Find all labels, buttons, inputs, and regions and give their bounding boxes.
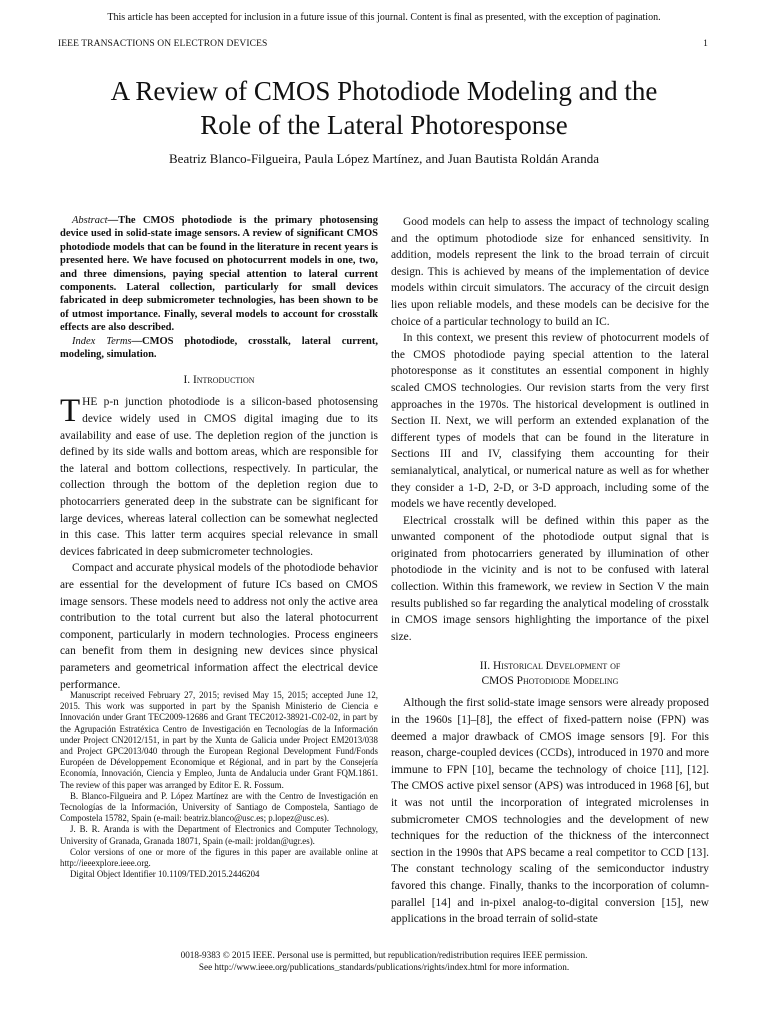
page-number: 1 <box>703 39 708 49</box>
title-line-1: A Review of CMOS Photodiode Modeling and the <box>110 76 658 106</box>
intro-paragraph-1 <box>60 394 378 560</box>
footnote-doi: Digital Object Identifier 10.1109/TED.2015.2446204 <box>70 869 260 880</box>
right-paragraph-1: Good models can help to assess the impact of technology scaling and the optimum photodiode size for enhanced sensitivity. In addition, models represent the link to the broad terrain of circuit design. This is achieved by means of the implementation of device models within circuit simulators. The accuracy of the circuit design lies upon reliable models, and these models can be decisive for the choice of a particular technology to build an IC. <box>391 216 709 328</box>
footnote-manuscript: Manuscript received February 27, 2015; revised May 15, 2015; accepted June 12, 2015. This work was supported in part by the Spanish Ministerio de Ciencia e Innovación under Grant TEC2009-12686 and Grant TEC2012-38921-C02-02, in part by the Agrupación Estratéxica Centro de Investigación en Tecnologías de la Información under Project CN2012/151, in part by the Xunta de Galicia under Project EM2013/038 and Project GPC2013/040 through the European Regional Development Fund/Fonds Européen de Développement Economique et Régional, and in part by the Consejería Economía, Innovación, Ciencia y Empleo, Junta de Andalucia under Grant FQM.1861. The review of this paper was arranged by Editor E. R. Fossum. <box>60 690 378 790</box>
paper-title <box>40 74 728 142</box>
rights-link-line: See http://www.ieee.org/publications_standards/publications/rights/index.html for more information. <box>198 962 570 972</box>
right-column <box>391 214 709 928</box>
author-list: Beatriz Blanco-Filgueira, Paula López Martínez, and Juan Bautista Roldán Aranda <box>169 151 599 166</box>
copyright-footer <box>0 949 768 973</box>
abstract: Abstract—The CMOS photodiode is the primary photosensing device used in solid-state image sensors. A review of significant CMOS photodiode models that can be found in the literature in recent years is presented here. We have focused on photocurrent models in one, two, and three dimensions, paying special attention to lateral current components. Lateral collection, particularly for small devices fabricated in deep submicrometer technologies, has been shown to be of utmost importance. Finally, several models to account for crosstalk effects are also described. <box>60 215 378 334</box>
right-paragraph-4: Although the first solid-state image sensors were already proposed in the 1960s [1]–[8], the effect of fixed-pattern noise (FPN) was deemed a major drawback of CMOS image sensors [9]. For this reason, charge-coupled devices (CCDs), introduced in 1970 and more immune to FPN [10], became the technology of choice [11], [12]. The CMOS active pixel sensor (APS) was introduced in 1968 [6], but it was not until the incorporation of integrated microlenses in submicrometer CMOS technologies and the development of new techniques for the reduction of the thickness of the interconnect section in the 1990s that APS became a real competitor to CCD [13]. The constant technology scaling of the semiconductor industry favored this change. Finally, thanks to the incorporation of column-parallel [14] and in-pixel analog-to-digital conversion [15], new applications in the broad terrain of solid-state <box>391 697 709 926</box>
abstract-text: The CMOS photodiode is the primary photosensing device used in solid-state image sensors. A review of significant CMOS photodiode models that can be found in the literature in recent years is presented here. We have focused on photocurrent models in one, two, and three dimensions, paying special attention to lateral current components. Lateral collection, particularly for small devices fabricated in deep submicrometer technologies, has been shown to be of utmost importance. Finally, several models to account for crosstalk effects are also described. <box>60 215 378 334</box>
left-column <box>60 214 378 693</box>
right-paragraph-2: In this context, we present this review of photocurrent models of the CMOS photodiode paying special attention to the lateral photoresponse as it constitutes an essential component in highly scaled CMOS technologies. Our revision starts from the very first approaches in the 1970s. The historical development is outlined in Section II. Next, we will perform an extended explanation of the different types of models that can be found in the literature in Sections III and IV, classifying them accounting for their semianalytical, analytical, or numerical nature as well as for whether they consider a 1-D, 2-D, or 3-D approach, including some of the models we have recently developed. <box>391 332 709 511</box>
index-terms-label: Index Terms <box>72 335 132 347</box>
journal-name: IEEE TRANSACTIONS ON ELECTRON DEVICES <box>58 39 268 49</box>
footnote-affiliation-1: B. Blanco-Filgueira and P. López Martínez are with the Centro de Investigación en Tecnologías de la Información, University of Santiago de Compostela, Santiago de Compostela 15782, Spain (e-mail: beatriz.blanco@usc.es; p.lopez@usc.es). <box>60 790 378 824</box>
index-terms: Index Terms—CMOS photodiode, crosstalk, lateral current, modeling, simulation. <box>60 335 378 361</box>
footnote-color-versions: Color versions of one or more of the figures in this paper are available online at http://ieeexplore.ieee.org. <box>60 846 378 869</box>
section-heading-introduction: I. Introduction <box>183 374 255 387</box>
right-paragraph-3: Electrical crosstalk will be defined within this paper as the unwanted component of the photodiode output signal that is originated from photocarriers generated by illumination of other photodiode in the vicinity and is not to be confused with lateral collection. Within this framework, we review in Section V the main results published so far regarding the analytical modeling of crosstalk in CMOS image sensors highlighting the importance of the pixel size. <box>391 514 709 643</box>
section-heading-line-1: II. Historical Development of <box>479 660 621 673</box>
footnotes <box>60 690 378 880</box>
section-heading-historical <box>391 659 709 689</box>
index-terms-text: CMOS photodiode, crosstalk, lateral current, modeling, simulation. <box>60 335 378 361</box>
acceptance-notice: This article has been accepted for inclusion in a future issue of this journal. Content is final as presented, with the exception of pagination. <box>107 12 661 23</box>
section-heading-line-2: CMOS Photodiode Modeling <box>481 675 619 688</box>
abstract-label: Abstract <box>72 215 108 226</box>
copyright-line: 0018-9383 © 2015 IEEE. Personal use is permitted, but republication/redistribution requires IEEE permission. <box>180 950 588 960</box>
footnote-affiliation-2: J. B. R. Aranda is with the Department of Electronics and Computer Technology, University of Granada, Granada 18071, Spain (e-mail: jroldan@ugr.es). <box>60 824 378 846</box>
intro-paragraph-1-text: HE p-n junction photodiode is a silicon-based photosensing device widely used in CMOS digital imaging due to its availability and ease of use. The depletion region of the junction is defined by its side walls and bottom areas, which are responsible for the lateral and bottom collections, respectively. In particular, the collection through the bottom of the depletion region due to photocarriers generated deep in the substrate can be significant for large devices, whereas lateral collection can be somewhat neglected in this case. This latter term acquires special relevance in small devices fabricated in deep submicrometer technologies. <box>60 396 378 558</box>
drop-cap: T <box>60 393 81 430</box>
title-line-2: Role of the Lateral Photoresponse <box>200 110 568 140</box>
intro-paragraph-2: Compact and accurate physical models of the photodiode behavior are essential for the development of future ICs based on CMOS image sensors. These models need to address not only the active area contribution to the total current but also the lateral photocurrent component, particularly in modern technologies. Process engineers can benefit from them in designing new devices since physical parameters and geometrical information affect the electrical device performance. <box>60 562 378 691</box>
running-header <box>58 38 708 50</box>
